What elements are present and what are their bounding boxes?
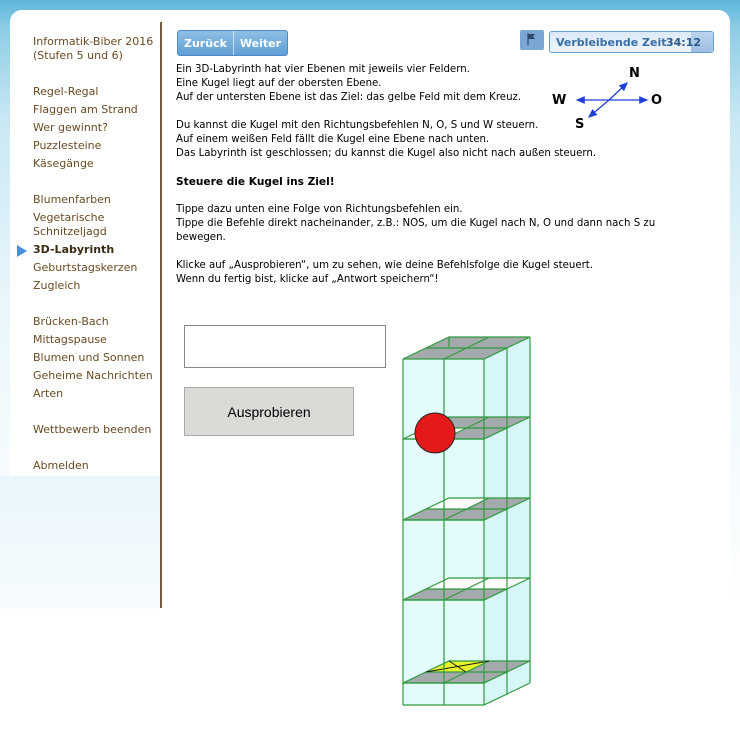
nav-item-3d-labyrinth[interactable] bbox=[33, 241, 158, 259]
task-line: Ein 3D-Labyrinth hat vier Ebenen mit jeweils vier Feldern. bbox=[176, 64, 470, 75]
nav-item-kaesegaenge[interactable]: Käsegänge bbox=[33, 157, 94, 170]
compass-s: S bbox=[575, 117, 585, 132]
task-line: Klicke auf „Ausprobieren“, um zu sehen, wie deine Befehlsfolge die Kugel steuert. bbox=[176, 260, 594, 271]
nav-item-zugleich[interactable]: Zugleich bbox=[33, 279, 81, 292]
task-goal: Steuere die Kugel ins Ziel! bbox=[176, 176, 335, 188]
contest-title-line2: (Stufen 5 und 6) bbox=[33, 49, 123, 62]
nav-item-blumen-und-sonnen[interactable]: Blumen und Sonnen bbox=[33, 351, 145, 364]
nav-item-regel-regal[interactable]: Regel-Regal bbox=[33, 85, 99, 98]
compass bbox=[549, 64, 667, 134]
compass-o: O bbox=[651, 93, 663, 108]
contest-title-line1: Informatik-Biber 2016 bbox=[33, 35, 154, 48]
timer-value: 34:12 bbox=[665, 36, 701, 49]
task-line: Wenn du fertig bist, klicke auf „Antwort speichern“! bbox=[176, 274, 439, 285]
ball bbox=[415, 413, 455, 453]
sidebar-background bbox=[0, 476, 160, 609]
nav-item-geheime-nachrichten[interactable]: Geheime Nachrichten bbox=[33, 369, 153, 382]
end-contest-link[interactable]: Wettbewerb beenden bbox=[33, 423, 152, 436]
task-line: Du kannst die Kugel mit den Richtungsbefehlen N, O, S und W steuern. bbox=[176, 120, 539, 131]
nav-item-arten[interactable]: Arten bbox=[33, 387, 64, 400]
timer-label: Verbleibende Zeit bbox=[556, 36, 667, 49]
back-button[interactable]: Zurück bbox=[178, 31, 233, 55]
next-button[interactable]: Weiter bbox=[234, 31, 287, 55]
navigation-buttons bbox=[177, 30, 288, 56]
nav-item-label: 3D-Labyrinth bbox=[33, 243, 115, 256]
maze-3d bbox=[400, 335, 532, 707]
sidebar-divider bbox=[160, 22, 162, 608]
flag-button[interactable] bbox=[520, 30, 544, 50]
active-arrow-icon bbox=[17, 245, 27, 257]
task-line: Das Labyrinth ist geschlossen; du kannst die Kugel also nicht nach außen steuern. bbox=[176, 148, 597, 159]
compass-w: W bbox=[552, 93, 567, 108]
command-input[interactable] bbox=[184, 325, 386, 368]
sidebar-nav bbox=[33, 34, 158, 475]
nav-item-wer-gewinnt[interactable]: Wer gewinnt? bbox=[33, 121, 108, 134]
logout-link[interactable]: Abmelden bbox=[33, 459, 89, 472]
try-button[interactable]: Ausprobieren bbox=[184, 387, 354, 436]
nav-item-flaggen-am-strand[interactable]: Flaggen am Strand bbox=[33, 103, 138, 116]
task-line: Auf der untersten Ebene ist das Ziel: das gelbe Feld mit dem Kreuz. bbox=[176, 92, 522, 103]
nav-item-mittagspause[interactable]: Mittagspause bbox=[33, 333, 107, 346]
contest-title bbox=[33, 34, 158, 65]
task-line: Auf einem weißen Feld fällt die Kugel eine Ebene nach unten. bbox=[176, 134, 490, 145]
flag-icon bbox=[527, 33, 537, 45]
task-line: Tippe die Befehle direkt nacheinander, z.B.: NOS, um die Kugel nach N, O und dann nach S zu bewegen. bbox=[176, 218, 656, 243]
task-line: Tippe dazu unten eine Folge von Richtungsbefehlen ein. bbox=[176, 204, 463, 215]
nav-item-vegetarische-schnitzeljagd[interactable]: Vegetarische Schnitzeljagd bbox=[33, 211, 107, 238]
nav-item-puzzlesteine[interactable]: Puzzlesteine bbox=[33, 139, 102, 152]
compass-n: N bbox=[629, 66, 640, 81]
nav-item-geburtstagskerzen[interactable]: Geburtstagskerzen bbox=[33, 261, 138, 274]
task-line: Eine Kugel liegt auf der obersten Ebene. bbox=[176, 78, 382, 89]
nav-item-bruecken-bach[interactable]: Brücken-Bach bbox=[33, 315, 109, 328]
remaining-time bbox=[549, 31, 714, 53]
nav-item-blumenfarben[interactable]: Blumenfarben bbox=[33, 193, 111, 206]
compass-arrows-icon bbox=[549, 64, 667, 134]
